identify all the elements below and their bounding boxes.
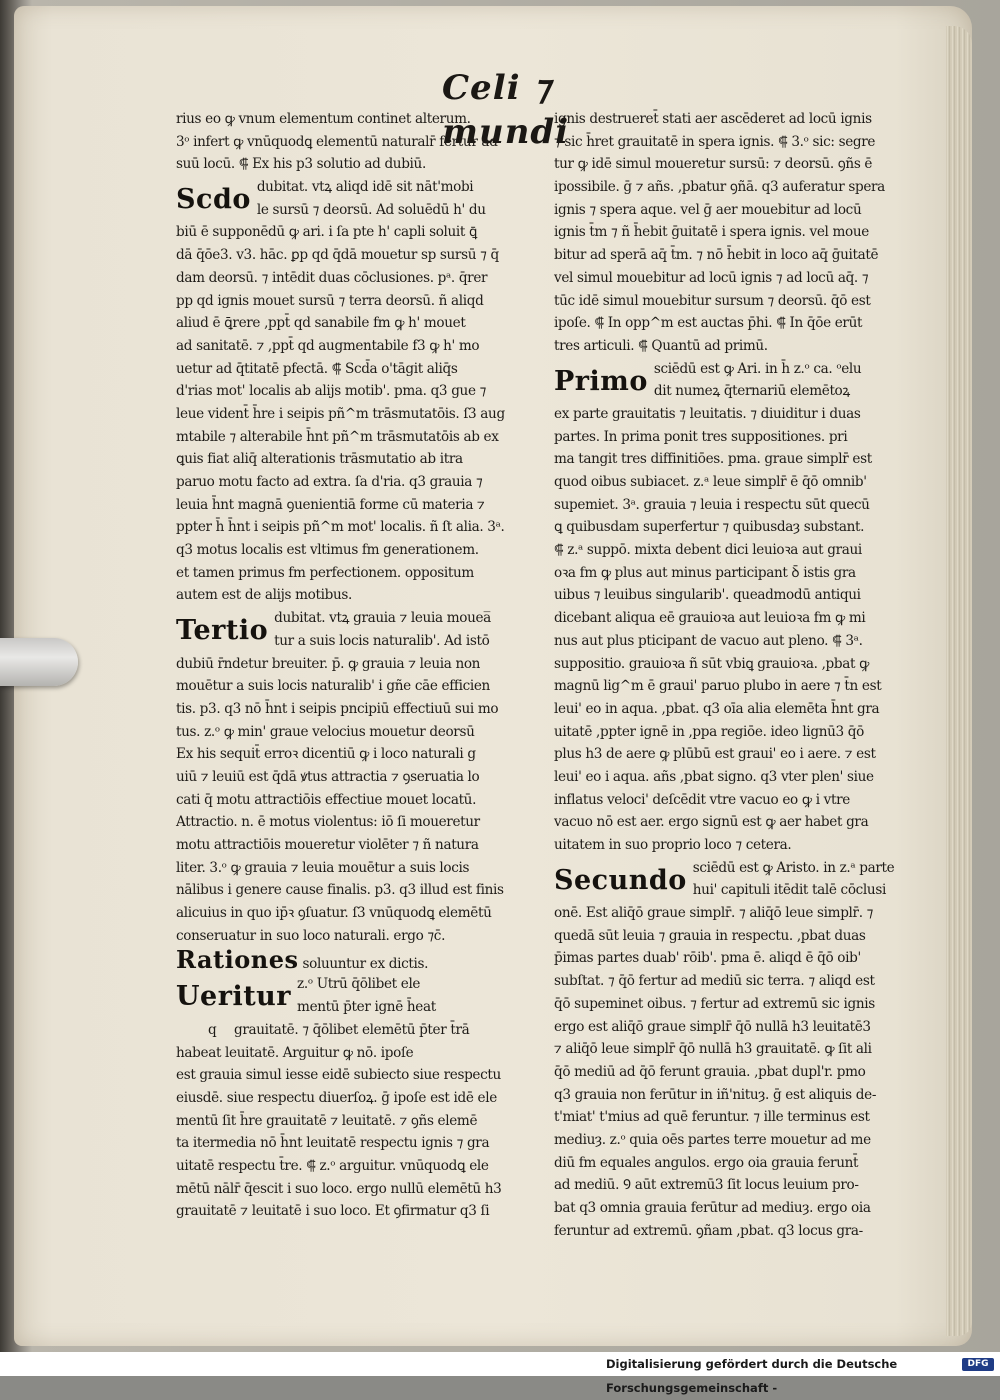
text-line: leuia h̄nt magnā ꝯuenientiā forme cū materia ⁊ bbox=[176, 496, 485, 513]
text-line: et tamen primus fm perfectionem. oppositum bbox=[176, 564, 474, 581]
text-line: uetur ad q̄titatē pfectā. ⸿ Scd̄a o'tāgit aliq̄s bbox=[176, 360, 458, 377]
text-line: t'miat' t'mius ad quē feruntur. ⁊ ille terminus est bbox=[554, 1109, 870, 1126]
text-line: dubitat. vtꝝ aliqd idē sit nāt'mobi bbox=[256, 179, 474, 196]
section-initial-word: Secundo bbox=[554, 864, 687, 896]
question-line bbox=[176, 1019, 536, 1042]
text-line: vacuo nō est aer. ergo signū est ꝙ aer habet gra bbox=[554, 814, 869, 831]
text-line: quedā sūt leuia ⁊ grauia in respectu. ,pbat duas bbox=[554, 927, 866, 944]
text-line: oꝛa fm ꝙ plus aut minus participant ꝺ̄ istis gra bbox=[554, 564, 856, 581]
footer-credit: Digitalisierung gefördert durch die Deutsche Forschungsgemeinschaft - bbox=[606, 1357, 898, 1395]
text-line: grauitatē ⁊ leuitatē i suo loco. Et ꝯfirmatur q3 ſi bbox=[176, 1203, 490, 1220]
text-line: q̄ō mediū ad q̄ō ferunt grauia. ,pbat dupl'r. pmo bbox=[554, 1063, 866, 1080]
text-line: tur ꝙ idē simul moueretur sursū: ⁊ deorsū. ꝯñs ē bbox=[554, 156, 873, 173]
text-line: tis. p3. q3 nō h̄nt i seipis pncipiū effectiuū sui mo bbox=[176, 700, 499, 717]
text-line: bat q3 omnia grauia ferūtur ad mediuȝ. ergo oia bbox=[554, 1200, 871, 1217]
text-line: dubitat. vtꝝ grauia ⁊ leuia mouea̅ bbox=[274, 610, 491, 627]
text-line: uitatē respectu t̄re. ⸿ z.ᵒ arguitur. vnūquodꝗ ele bbox=[176, 1157, 489, 1174]
text-line: ta itermedia nō h̄nt leuitatē respectu ignis ⁊ gra bbox=[176, 1135, 490, 1152]
section-initial-word: Ueritur bbox=[176, 981, 292, 1013]
text-line: conseruatur in suo loco naturali. ergo ⁊c̄. bbox=[176, 927, 446, 944]
text-line: magnū lig^m ē graui' paruo plubo in aere ⁊ t̄n est bbox=[554, 678, 882, 695]
text-line: nus aut plus pticipant de vacuo aut pleno. ⸿ 3ᵃ. bbox=[554, 632, 863, 649]
right-column bbox=[554, 108, 914, 1239]
text-line: vel simul mouebitur ad locū ignis ⁊ ad locū aq̄. ⁊ bbox=[554, 269, 869, 286]
text-line: feruntur ad extremū. ꝯñam ,pbat. q3 locus gra- bbox=[554, 1222, 863, 1239]
section-heading-inline bbox=[176, 947, 536, 973]
text-line: q3 motus localis est vltimus fm generationem. bbox=[176, 542, 479, 559]
section-initial-word: Primo bbox=[554, 365, 648, 397]
text-line: pp qd ignis mouet sursū ⁊ terra deorsū. ñ aliqd bbox=[176, 292, 484, 309]
text-line: diū fm equales angulos. ergo oia grauia ferunt̄ bbox=[554, 1154, 859, 1171]
section-initial-word: Tertio bbox=[176, 615, 269, 647]
text-line: leui' eo i aqua. añs ,pbat signo. q3 vter plen' siue bbox=[554, 768, 874, 785]
text-line: mtabile ⁊ alterabile h̄nt pñ^m trāsmutatōis ab ex bbox=[176, 428, 499, 445]
section-heading-block bbox=[554, 857, 914, 902]
text-line: ⸿ z.ᵃ suppō. mixta debent dici leuioꝛa aut graui bbox=[554, 542, 862, 559]
text-line: liter. 3.ᵒ ꝙ grauia ⁊ leuia mouētur a suis locis bbox=[176, 859, 470, 876]
margin-mark: q bbox=[208, 1021, 217, 1038]
text-line: est grauia simul iesse eidē subiecto siue respectu bbox=[176, 1067, 501, 1084]
text-line: supemiet. 3ᵃ. grauia ⁊ leuia i respectu sūt quecū bbox=[554, 496, 870, 513]
text-line: onē. Est aliq̄ō graue simplr̄. ⁊ aliq̄ō leue simplr̄. ⁊ bbox=[554, 905, 874, 922]
text-line: mentū ſit h̄re grauitatē ⁊ leuitatē. ⁊ ꝯñs elemē bbox=[176, 1112, 478, 1129]
section-heading-block bbox=[176, 607, 536, 652]
text-line: sciēdū est ꝙ Aristo. in z.ᵃ parte bbox=[692, 859, 895, 876]
section-heading-block bbox=[176, 176, 536, 221]
text-line: suppositio. grauioꝛa ñ sūt vbiꝗ grauioꝛa. ,pbat ꝙ bbox=[554, 655, 869, 672]
text-line: aliud ē ꝗ̄rere ,ppt̄ qd sanabile fm ꝙ h' mouet bbox=[176, 315, 466, 332]
text-line: uitatē ,ppter ignē in ,ppa regiōe. ideo lignū3 q̄ō bbox=[554, 723, 864, 740]
text-line: ignis destrueret̄ stati aer ascēderet ad locū ignis bbox=[554, 111, 872, 127]
section-heading-block bbox=[554, 358, 914, 403]
text-line: mouētur a suis locis naturalib' i gñe cāe efficien bbox=[176, 678, 490, 695]
text-line: le sursū ⁊ deorsū. Ad soluēdū h' du bbox=[256, 201, 486, 218]
text-line: rius eo ꝙ vnum elementum continet alterum. bbox=[176, 111, 471, 127]
text-line: d'rias mot' localis ab alijs motib'. pma. q3 gue ⁊ bbox=[176, 383, 487, 400]
text-line: ꝗuis fiat aliq̄ alterationis trāsmutatio ab itra bbox=[176, 451, 463, 468]
section-initial-word: Rationes bbox=[176, 945, 299, 975]
text-line: quod oibus subiacet. z.ᵃ leue simplr̄ ē q̄ō omnib' bbox=[554, 474, 867, 491]
section-heading-block bbox=[176, 973, 536, 1018]
text-line: paruo motu facto ad extra. ſa d'ria. q3 grauia ⁊ bbox=[176, 474, 483, 491]
text-line: ignis ⁊ spera aque. vel ḡ aer mouebitur ad locū bbox=[554, 201, 862, 218]
running-head: Celi ⁊ mundi bbox=[442, 68, 570, 152]
text-line: Ex his sequit̄ erroꝛ dicentiū ꝙ i loco naturali g bbox=[176, 746, 476, 763]
text-line: uitatem in suo proprio loco ⁊ cetera. bbox=[554, 837, 792, 854]
text-line: mētū nālr̄ q̄escit i suo loco. ergo nullū elemētū h3 bbox=[176, 1180, 502, 1197]
text-line: ꝗ quibusdam superfertur ⁊ quibusdaȝ substant. bbox=[554, 519, 865, 536]
text-line: ma tangit tres diffinitiōes. pma. graue simplr̄ est bbox=[554, 451, 872, 468]
text-line: alicuius in quo ip̄ꝛ ꝯſuatur. ſ3 vnūquodꝗ elemētū bbox=[176, 905, 492, 922]
text-line: leui' eo in aqua. ,pbat. q3 oīa alia elemēta h̄nt gra bbox=[554, 700, 880, 717]
text-line: ⁊ sic h̄ret grauitatē in spera ignis. ⸿ 3.ᵒ sic: segre bbox=[554, 133, 876, 150]
text-line: soluuntur ex dictis. bbox=[302, 956, 429, 973]
text-line: ⁊ aliq̄ō leue simplr̄ q̄ō nullā h3 grauitatē. ꝙ ſit ali bbox=[554, 1041, 872, 1058]
text-line: suū locū. ⸿ Ex his p3 solutio ad dubiū. bbox=[176, 156, 426, 173]
text-line: p̄imas partes duab' rōib'. pma ē. aliqd ē q̄ō oib' bbox=[554, 950, 861, 967]
text-line: autem est de alijs motibus. bbox=[176, 587, 352, 604]
text-line: uibus ⁊ leuibus singularib'. queadmodū antiqui bbox=[554, 587, 861, 604]
text-line: eiusdē. siue respectu diuerſoꝝ. ḡ ipoſe est idē ele bbox=[176, 1089, 497, 1106]
left-column bbox=[176, 108, 536, 1220]
text-line: leue vident̄ h̄re i seipis pñ^m trāsmutatōis. ſ3 aug bbox=[176, 405, 505, 422]
text-line: motu attractiōis moueretur violēter ⁊ ñ natura bbox=[176, 837, 479, 854]
text-line: mentū p̄ter ignē h̄eat bbox=[297, 999, 436, 1016]
text-line: tūc idē simul mouebitur sursum ⁊ deorsū. q̄ō est bbox=[554, 292, 871, 309]
text-line: z.ᵒ Utrū q̄ōlibet ele bbox=[297, 976, 421, 993]
text-line: bitur ad sperā aq̄ t̄m. ⁊ nō h̄ebit in loco aq̄ ḡuitatē bbox=[554, 247, 879, 264]
text-line: cati q̄ motu attractiōis effectiue mouet locatū. bbox=[176, 791, 477, 808]
text-line: ad sanitatē. ⁊ ,ppt̄ qd augmentabile f3 ꝙ h' mo bbox=[176, 337, 480, 354]
text-line: tur a suis locis naturalib'. Ad istō bbox=[274, 632, 490, 649]
text-line: ipossibile. ḡ ⁊ añs. ,pbatur ꝯñā. q3 auferatur spera bbox=[554, 179, 885, 196]
text-line: q3 grauia non ferūtur in iñ'nituȝ. ḡ est aliquis de- bbox=[554, 1086, 877, 1103]
text-line: ignis t̄m ⁊ ñ h̄ebit ḡuitatē i spera ignis. vel moue bbox=[554, 224, 869, 241]
text-line: habeat leuitatē. Arguitur ꝙ nō. ipoſe bbox=[176, 1044, 414, 1061]
text-line: ipoſe. ⸿ In opp^m est auctas p̄hi. ⸿ In q̄ōe erūt bbox=[554, 315, 863, 332]
text-line: dit numeꝝ q̄ternariū elemētoꝝ bbox=[653, 383, 850, 400]
text-line: tres articuli. ⸿ Quantū ad primū. bbox=[554, 337, 768, 354]
text-line: 3ᵒ infert ꝙ vnūquodꝗ elementū naturalr̄ fertur ad bbox=[176, 133, 498, 150]
text-line: ad mediū. Ꝯ aūt extremū3 ſit locus leuium pro- bbox=[554, 1177, 859, 1194]
text-line: q̄ō supeminet oibus. ⁊ fertur ad extremū sic ignis bbox=[554, 995, 875, 1012]
text-line: mediuȝ. z.ᵒ quia oēs partes terre mouetur ad me bbox=[554, 1131, 871, 1148]
text-line: grauitatē. ⁊ q̄ōlibet elemētū p̄ter t̄rā bbox=[234, 1021, 470, 1038]
text-line: nālibus i genere cause finalis. p3. q3 illud est finis bbox=[176, 882, 504, 899]
text-line: uiū ⁊ leuiū est q̄dā ꝟtus attractia ⁊ ꝯseruatia lo bbox=[176, 768, 480, 785]
text-line: Attractio. n. ē motus violentus: iō ſi moueretur bbox=[176, 814, 480, 831]
text-line: inflatus veloci' deſcēdit vtre vacuo eo ꝙ i vtre bbox=[554, 791, 850, 808]
page-edge bbox=[946, 26, 972, 1336]
text-line: partes. In prima ponit tres suppositiones. pri bbox=[554, 428, 848, 445]
text-line: ex parte grauitatis ⁊ leuitatis. ⁊ diuiditur i duas bbox=[554, 405, 861, 422]
text-line: ppter h̄ h̄nt i seipis pñ^m mot' localis. ñ ſt alia. 3ᵃ. bbox=[176, 519, 505, 536]
text-line: subſtat. ⁊ q̄ō fertur ad mediū sic terra. ⁊ aliqd est bbox=[554, 973, 875, 990]
footer-bar bbox=[0, 1352, 1000, 1395]
text-line: hui' capituli itēdit talē cōclusi bbox=[692, 882, 886, 899]
text-line: dubiū r̄ndetur breuiter. p̄. ꝙ grauia ⁊ leuia non bbox=[176, 655, 481, 672]
text-line: sciēdū est ꝙ Ari. in h̄ z.ᵒ ca. ᵒelu bbox=[653, 360, 862, 377]
section-initial-word: Scdo bbox=[176, 184, 251, 216]
page-clip bbox=[0, 638, 78, 686]
text-line: plus h3 de aere ꝙ plūbū est graui' eo i aere. ⁊ est bbox=[554, 746, 876, 763]
text-line: biū ē supponēdū ꝙ ari. i ſa pte h' capli soluit ꝗ̄ bbox=[176, 224, 478, 241]
text-line: dam deorsū. ⁊ intēdit duas cōclusiones. pᵃ. q̄rer bbox=[176, 269, 488, 286]
text-line: ergo est aliq̄ō graue simplr̄ q̄ō nullā h3 leuitatē3 bbox=[554, 1018, 871, 1035]
dfg-logo: DFG bbox=[962, 1358, 994, 1371]
text-line: dicebant aliqua eē grauioꝛa aut leuioꝛa fm ꝙ mi bbox=[554, 610, 866, 627]
text-line: tus. z.ᵒ ꝙ min' graue velocius mouetur deorsū bbox=[176, 723, 475, 740]
text-line: dā q̄ōe3. v3. hāc. ꝑp qd q̄dā mouetur sp sursū ⁊ q̄ bbox=[176, 247, 499, 264]
